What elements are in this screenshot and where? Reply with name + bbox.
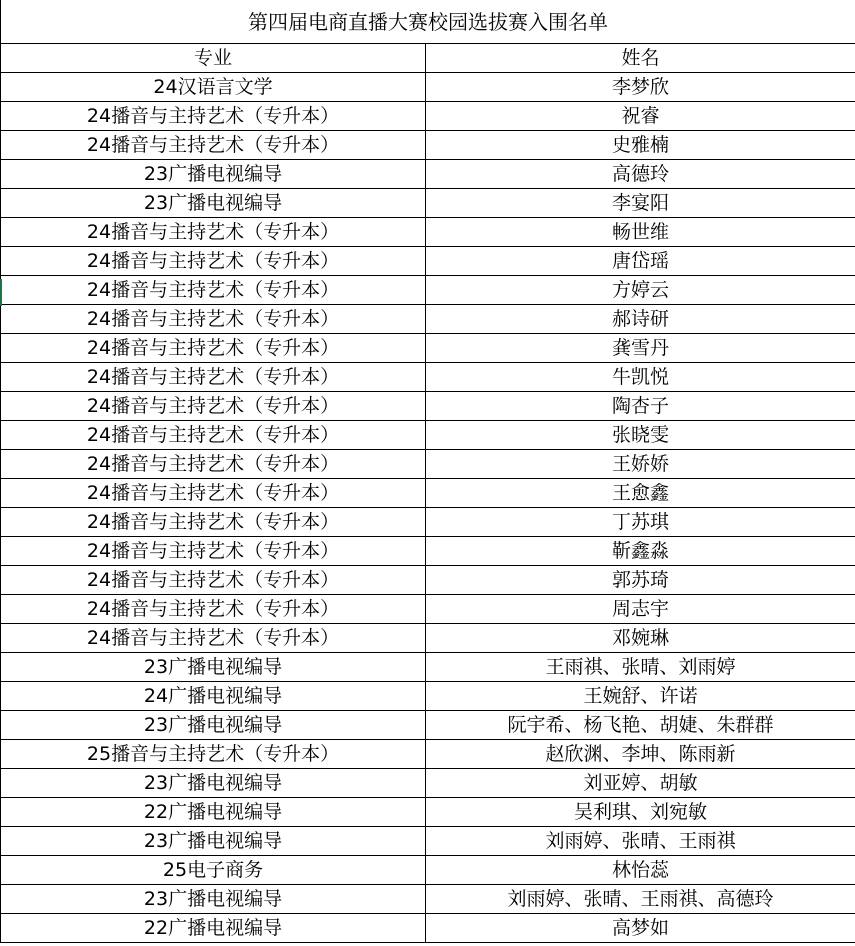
cell-name[interactable]: 郝诗研 [426, 305, 855, 334]
cell-name[interactable]: 吴利琪、刘宛敏 [426, 798, 855, 827]
table-row [1, 856, 855, 885]
cell-name[interactable]: 邓婉琳 [426, 624, 855, 653]
table-row [1, 624, 855, 653]
cell-name[interactable]: 靳鑫淼 [426, 537, 855, 566]
cell-name[interactable]: 林怡蕊 [426, 856, 855, 885]
cell-major[interactable]: 24播音与主持艺术（专升本） [1, 334, 426, 363]
cell-major[interactable]: 24播音与主持艺术（专升本） [1, 537, 426, 566]
cell-name[interactable]: 丁苏琪 [426, 508, 855, 537]
table-row [1, 450, 855, 479]
cell-major[interactable]: 24播音与主持艺术（专升本） [1, 247, 426, 276]
cell-name[interactable]: 王娇娇 [426, 450, 855, 479]
cell-name[interactable]: 高德玲 [426, 160, 855, 189]
cell-name[interactable]: 祝睿 [426, 102, 855, 131]
cell-name[interactable]: 唐岱瑶 [426, 247, 855, 276]
table-row [1, 131, 855, 160]
cell-major[interactable]: 24播音与主持艺术（专升本） [1, 218, 426, 247]
table-row [1, 740, 855, 769]
table-row [1, 508, 855, 537]
cell-major[interactable]: 24广播电视编导 [1, 682, 426, 711]
cell-name[interactable]: 高梦如 [426, 914, 855, 943]
table-row [1, 479, 855, 508]
table-row [1, 914, 855, 943]
cell-major[interactable]: 23广播电视编导 [1, 189, 426, 218]
table-row [1, 537, 855, 566]
cell-major[interactable]: 24汉语言文学 [1, 73, 426, 102]
table-row [1, 711, 855, 740]
cell-major[interactable]: 24播音与主持艺术（专升本） [1, 508, 426, 537]
cell-name[interactable]: 刘雨婷、张晴、王雨祺、高德玲 [426, 885, 855, 914]
cell-major[interactable]: 24播音与主持艺术（专升本） [1, 421, 426, 450]
table-row [1, 334, 855, 363]
cell-name[interactable]: 王愈鑫 [426, 479, 855, 508]
cell-major[interactable]: 24播音与主持艺术（专升本） [1, 595, 426, 624]
table-row [1, 247, 855, 276]
cell-name[interactable]: 龚雪丹 [426, 334, 855, 363]
table-row [1, 885, 855, 914]
cell-major[interactable]: 22广播电视编导 [1, 798, 426, 827]
table-row [1, 305, 855, 334]
cell-major[interactable]: 24播音与主持艺术（专升本） [1, 450, 426, 479]
cell-name[interactable]: 郭苏琦 [426, 566, 855, 595]
header-name[interactable]: 姓名 [426, 44, 855, 73]
cell-major[interactable]: 24播音与主持艺术（专升本） [1, 392, 426, 421]
cell-name[interactable]: 刘雨婷、张晴、王雨祺 [426, 827, 855, 856]
table-row [1, 595, 855, 624]
table-row [1, 682, 855, 711]
cell-name[interactable]: 畅世维 [426, 218, 855, 247]
cell-major[interactable]: 23广播电视编导 [1, 885, 426, 914]
table-row [1, 769, 855, 798]
table-row [1, 392, 855, 421]
sheet-title[interactable]: 第四届电商直播大赛校园选拔赛入围名单 [1, 0, 855, 44]
table-row [1, 798, 855, 827]
table-row [1, 160, 855, 189]
cell-name[interactable]: 刘亚婷、胡敏 [426, 769, 855, 798]
cell-major[interactable]: 24播音与主持艺术（专升本） [1, 479, 426, 508]
cell-major[interactable]: 25电子商务 [1, 856, 426, 885]
cell-name[interactable]: 陶杏子 [426, 392, 855, 421]
cell-major[interactable]: 24播音与主持艺术（专升本） [1, 102, 426, 131]
cell-name[interactable]: 李宴阳 [426, 189, 855, 218]
cell-name[interactable]: 牛凯悦 [426, 363, 855, 392]
table-row [1, 102, 855, 131]
cell-name[interactable]: 周志宇 [426, 595, 855, 624]
row-selection-marker [0, 279, 2, 306]
cell-name[interactable]: 王雨祺、张晴、刘雨婷 [426, 653, 855, 682]
cell-major[interactable]: 23广播电视编导 [1, 711, 426, 740]
table-row [1, 276, 855, 305]
table-row [1, 218, 855, 247]
header-major[interactable]: 专业 [1, 44, 426, 73]
cell-name[interactable]: 李梦欣 [426, 73, 855, 102]
cell-name[interactable]: 方婷云 [426, 276, 855, 305]
header-row [1, 44, 855, 73]
table-row [1, 421, 855, 450]
table-row [1, 73, 855, 102]
cell-major[interactable]: 24播音与主持艺术（专升本） [1, 131, 426, 160]
table-row [1, 363, 855, 392]
cell-major[interactable]: 23广播电视编导 [1, 827, 426, 856]
table-row [1, 653, 855, 682]
cell-major[interactable]: 25播音与主持艺术（专升本） [1, 740, 426, 769]
cell-major[interactable]: 23广播电视编导 [1, 160, 426, 189]
table-row [1, 189, 855, 218]
title-row [1, 0, 855, 44]
cell-major[interactable]: 24播音与主持艺术（专升本） [1, 363, 426, 392]
cell-major[interactable]: 23广播电视编导 [1, 769, 426, 798]
cell-major[interactable]: 24播音与主持艺术（专升本） [1, 276, 426, 305]
cell-name[interactable]: 张晓雯 [426, 421, 855, 450]
cell-name[interactable]: 王婉舒、许诺 [426, 682, 855, 711]
cell-major[interactable]: 24播音与主持艺术（专升本） [1, 305, 426, 334]
cell-name[interactable]: 赵欣渊、李坤、陈雨新 [426, 740, 855, 769]
cell-major[interactable]: 24播音与主持艺术（专升本） [1, 566, 426, 595]
table-row [1, 827, 855, 856]
cell-name[interactable]: 阮宇希、杨飞艳、胡婕、朱群群 [426, 711, 855, 740]
cell-major[interactable]: 24播音与主持艺术（专升本） [1, 624, 426, 653]
cell-name[interactable]: 史雅楠 [426, 131, 855, 160]
table-row [1, 566, 855, 595]
cell-major[interactable]: 23广播电视编导 [1, 653, 426, 682]
cell-major[interactable]: 22广播电视编导 [1, 914, 426, 943]
